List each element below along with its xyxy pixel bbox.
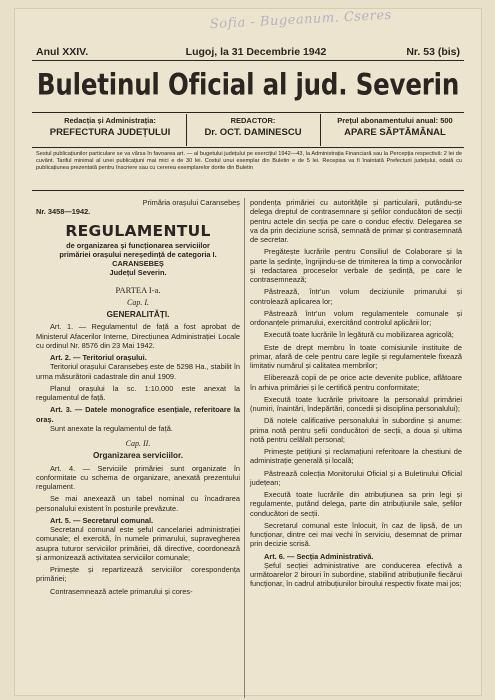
info-divider-2 bbox=[320, 114, 321, 146]
paragraph-13: Secretarul comunal este înlocuit, în caz de lipsă, de un funcționar, dintre cei mai vechi în serviciu, desemnat de primar prin decizie scrisă. bbox=[250, 520, 462, 549]
issue-line bbox=[36, 46, 460, 60]
regulation-subtitle-4: Județul Severin. bbox=[109, 267, 167, 277]
article-3-text: Sunt anexate la regulamentul de față. bbox=[50, 423, 173, 433]
rule-masthead bbox=[32, 112, 464, 113]
editor-caption: REDACTOR: bbox=[230, 116, 276, 125]
article-2-plan: Planul orașului la sc. 1:10.000 este anexat la regulamentul de față. bbox=[36, 383, 240, 402]
price-caption: Prețul abonamentului anual: 500 bbox=[337, 116, 453, 125]
paragraph-3: Păstrează, într'un volum deciziunile primarului și controlează aplicarea lor; bbox=[250, 287, 462, 306]
admin-caption: Redacția și Administrația: bbox=[64, 116, 156, 125]
section-organization: Organizarea serviciilor. bbox=[92, 451, 184, 461]
place-date: Lugoj, la 31 Decembrie 1942 bbox=[185, 46, 327, 58]
article-1: Art. 1. — Regulamentul de față a fost aprobat de Ministerul Afacerilor Interne, Direcțiunea Administrației Locale cu ordinul Nr. 8576 din 23 Mai 1942. bbox=[36, 322, 240, 350]
issue-number: Nr. 53 (bis) bbox=[406, 46, 460, 58]
article-5-countersign: Contrasemnează actele primarului și cores- bbox=[50, 586, 193, 596]
rule-info bbox=[32, 147, 464, 148]
left-column bbox=[36, 198, 240, 698]
article-5-heading: Art. 5. — Secretarul comunal. bbox=[50, 515, 154, 525]
paragraph-10: Primește petițiuni și reclamațiuni referitoare la chestiuni de administrație generală și locală; bbox=[250, 447, 462, 466]
regulation-subtitle-2: primăriei orașului nereședință de categoria I. bbox=[59, 249, 217, 259]
paragraph-14: Șeful secției administrative are conducerea efectivă a următoarelor 2 birouri în subordine, stabilind atribuțiunile fiecărui funcționar, în cadrul atribuțiunilor biroului respectiv fixate mai jos; bbox=[250, 560, 462, 589]
ownership-stamp: Sofia - Bugeanum. Cseres bbox=[209, 7, 393, 33]
article-6-heading: Art. 6. — Secția Administrativă. bbox=[264, 551, 374, 561]
article-3-heading: Art. 3. — Datele monografice esențiale, referitoare la oraș. bbox=[36, 405, 240, 424]
issuer: Primăria orașului Caransebeș bbox=[142, 198, 240, 207]
regulation-subtitle-3: CARANSEBEȘ bbox=[112, 258, 164, 268]
paragraph-9: Dă notele calificative personalului în subordine și anume: prima notă pentru șefii conducători de secții, a doua și ultima notă pentru celălalt personal; bbox=[250, 416, 462, 444]
paragraph-11: Păstrează colecția Monitorului Oficial și a Buletinului Oficial județean; bbox=[250, 468, 462, 487]
paragraph-7: Eliberează copii de pe orice acte devenite publice, aflătoare în arhiva primăriei și le certifică pentru conformitate; bbox=[250, 373, 462, 392]
paragraph-5: Execută toate lucrările în legătură cu mobilizarea agricolă; bbox=[264, 330, 454, 340]
paragraph-4: Păstrează într'un volum regulamentele comunale și ordonanțele primarului, exercitând controlul aplicării lor; bbox=[250, 308, 462, 327]
newspaper-page bbox=[14, 8, 482, 696]
admin-block bbox=[40, 116, 180, 138]
right-column bbox=[250, 198, 462, 698]
year: Anul XXIV. bbox=[36, 46, 89, 58]
section-generalities: GENERALITĂȚI. bbox=[106, 310, 170, 319]
subscription-notice: Sestul publicațiunilor particulare se va vărsa în favoarea art. — al bugetului județului pe exercițiul 1942—43, la Administrația Financiară sau la Percepția respectivă: 2 lei de cuvânt. Tariful minimal al unei publicațiuni mai mici e de 30 lei. Costul unui exemplar din Buletin e de 5 lei. Recepisa va fi înaintată Prefecturii județului, odată cu publicațiunea prezentată pentru înscriere sau cu cererea exemplarelor dorite din Buletin bbox=[36, 151, 462, 171]
regulation-subtitle-1: de organizarea și funcționarea serviciilor bbox=[66, 240, 210, 250]
info-bar bbox=[32, 114, 464, 146]
rule-notice bbox=[32, 190, 464, 191]
chapter-2: Cap. II. bbox=[125, 439, 151, 448]
regulation-title: REGULAMENTUL bbox=[65, 221, 211, 240]
document-number: Nr. 3458—1942. bbox=[36, 207, 91, 217]
article-4-annex: Se mai anexează un tabel nominal cu încadrarea personalului existent în posturile prevăzute. bbox=[36, 494, 240, 513]
price-value: APARE SĂPTĂMÂNAL bbox=[344, 127, 446, 138]
paragraph-12: Execută toate lucrările din atribuțiunea sa prin legi și regulamente, putând delega, parte din atribuțiunile sale, șefilor conducători de secții. bbox=[250, 490, 462, 518]
admin-value: PREFECTURA JUDEȚULUI bbox=[49, 127, 171, 138]
article-5-correspondence: Primește și repartizează serviciilor corespondența primăriei; bbox=[36, 565, 240, 584]
column-divider bbox=[244, 198, 245, 698]
article-2-text: Teritoriul orașului Caransebeș este de 5298 Ha., stabilit în urma măsurătorii cadastrale din anul 1909. bbox=[36, 362, 240, 381]
price-block bbox=[326, 116, 464, 138]
paragraph-2: Pregătește lucrările pentru Consiliul de Colaborare și la parte la ședințe, îngrijindu-se de trimiterea la timp a convocărilor și redactarea proceselor verbale de ședință, pe care le contrasemnează; bbox=[250, 247, 462, 284]
article-5-text: Secretarul comunal este șeful cancelariei administrației comunale; el exercită, în numele primarului, supravegherea asupra tuturor serviciilor primăriei, dă directive, coordonează și armonizează activitatea serviciilor comunale; bbox=[36, 525, 240, 562]
paragraph-8: Execută toate lucrările privitoare la personalul primăriei (numiri, înaintări, îndepărtări, concedii și disciplina personalului); bbox=[250, 394, 462, 413]
info-divider-1 bbox=[186, 114, 187, 146]
paragraph-1: pondența primăriei cu autoritățile și particularii, putându-se delega dreptul de contrasemnare și șefilor conducători de secții pentru actele din secția pe care o conduc efectiv. Delegarea se va da prin deciziune scrisă, semnată de primar și contrasemnată de secretar. bbox=[250, 198, 462, 244]
paragraph-6: Este de drept membru în toate comisiunile instituite de primar, afară de cele pentru care legile și regulamentele fixează limitativ numărul și calitatea membrilor; bbox=[250, 342, 462, 370]
masthead-title: Buletinul Oficial al jud. Severin bbox=[36, 67, 460, 102]
chapter-1: Cap. I. bbox=[127, 297, 149, 307]
editor-block bbox=[192, 116, 314, 138]
part-heading: PARTEA I-a. bbox=[115, 284, 161, 295]
article-4: Art. 4. — Serviciile primăriei sunt organizate în conformitate cu schema de organizare, anexată prezentului regulament. bbox=[36, 463, 240, 491]
article-2-heading: Art. 2. — Teritoriul orașului. bbox=[50, 353, 147, 362]
editor-value: Dr. OCT. DAMINESCU bbox=[204, 127, 302, 138]
